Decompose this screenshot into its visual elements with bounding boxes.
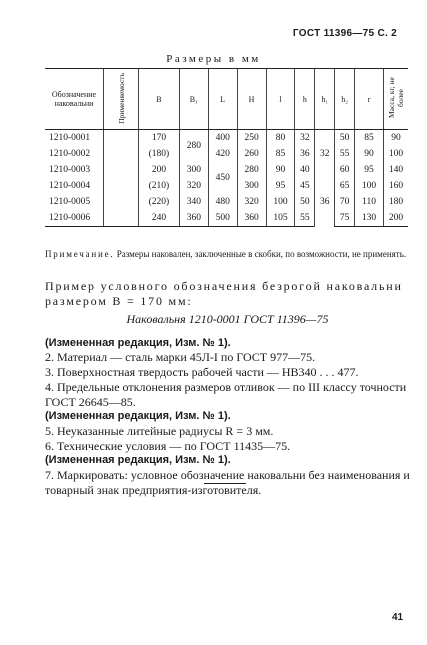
col-header xyxy=(335,69,355,130)
table-cell: 1210-0006 xyxy=(45,210,104,227)
requirement-item: 7. Маркировать: условное обозначение наковальни без наименования и товарный знак предприятия-изготовителя. xyxy=(45,468,410,497)
table-cell: (210) xyxy=(139,178,180,194)
col-header xyxy=(45,69,104,130)
table-cell: 36 xyxy=(315,178,335,227)
table-cell: 480 xyxy=(208,194,237,210)
table-cell: 420 xyxy=(208,146,237,162)
table-cell: (180) xyxy=(139,146,180,162)
table-cell: 36 xyxy=(295,146,315,162)
table-cell: 130 xyxy=(355,210,384,227)
table-cell: 40 xyxy=(295,162,315,178)
table-cell: 90 xyxy=(384,130,409,147)
note-label: Примечание. xyxy=(45,249,115,259)
col-header-label: Масса, кг, не более xyxy=(387,77,405,119)
table-note xyxy=(45,248,410,260)
col-header-label: h xyxy=(302,94,307,104)
table-cell: 260 xyxy=(237,146,266,162)
col-header-label: B₁ xyxy=(189,94,198,104)
dimensions-table xyxy=(45,68,408,227)
table-cell: 140 xyxy=(384,162,409,178)
note-text: Размеры наковален, заключенные в скобки, по возможности, не применять. xyxy=(116,249,407,259)
amendment-note: (Измененная редакция, Изм. № 1). xyxy=(45,337,231,349)
col-header xyxy=(179,69,208,130)
table-cell: 300 xyxy=(179,162,208,178)
table-cell: 90 xyxy=(355,146,384,162)
col-header xyxy=(237,69,266,130)
separator-line xyxy=(204,483,246,484)
requirement-item: 2. Материал — сталь марки 45Л-I по ГОСТ 977—75. xyxy=(45,350,316,364)
col-header xyxy=(266,69,295,130)
table-cell: 200 xyxy=(139,162,180,178)
page-number: 41 xyxy=(392,612,404,623)
table-cell: 105 xyxy=(266,210,295,227)
table-cell: 180 xyxy=(384,194,409,210)
table-cell xyxy=(104,178,139,194)
table-cell: 240 xyxy=(139,210,180,227)
table-cell xyxy=(104,194,139,210)
table-cell: 85 xyxy=(355,130,384,147)
table-cell: 400 xyxy=(208,130,237,147)
table-cell: 100 xyxy=(355,178,384,194)
table-cell xyxy=(104,210,139,227)
table-cell: 110 xyxy=(355,194,384,210)
table-cell: 320 xyxy=(179,178,208,194)
table-cell: 50 xyxy=(335,130,355,147)
table-row xyxy=(45,146,408,162)
table-cell: 45 xyxy=(295,178,315,194)
table-cell: 55 xyxy=(335,146,355,162)
table-cell: 160 xyxy=(384,178,409,194)
table-cell: 340 xyxy=(179,194,208,210)
table-cell: 280 xyxy=(179,130,208,163)
table-cell: 32 xyxy=(295,130,315,147)
table-cell: 360 xyxy=(237,210,266,227)
table-cell: 300 xyxy=(237,178,266,194)
col-header-label: L xyxy=(220,94,226,104)
table-row xyxy=(45,162,408,178)
table-cell: 1210-0005 xyxy=(49,197,91,207)
amendment-note: (Измененная редакция, Изм. № 1). xyxy=(45,454,231,466)
table-cell: 32 xyxy=(315,130,335,179)
table-cell: (220) xyxy=(139,194,180,210)
table-row xyxy=(45,210,408,227)
table-cell: 280 xyxy=(237,162,266,178)
table-cell: 80 xyxy=(266,130,295,147)
table-cell: 1210-0002 xyxy=(49,149,91,159)
requirement-item: 5. Неуказанные литейные радиусы R = 3 мм. xyxy=(45,424,274,438)
table-cell: 95 xyxy=(355,162,384,178)
table-cell: 55 xyxy=(295,210,315,227)
col-header xyxy=(139,69,180,130)
table-cell: 65 xyxy=(335,178,355,194)
col-header xyxy=(208,69,237,130)
table-cell: 1210-0001 xyxy=(49,133,91,143)
example-designation: Наковальня 1210-0001 ГОСТ 11396—75 xyxy=(126,312,329,326)
table-cell: 95 xyxy=(266,178,295,194)
col-header-label: r xyxy=(367,94,371,104)
table-header-row xyxy=(45,69,408,130)
col-header xyxy=(295,69,315,130)
table-cell: 1210-0004 xyxy=(49,181,91,191)
col-header-label: h₂ xyxy=(341,94,348,104)
table-cell: 500 xyxy=(208,210,237,227)
table-cell: 70 xyxy=(335,194,355,210)
table-cell: 100 xyxy=(384,146,409,162)
table-body xyxy=(45,130,408,227)
col-header-label: Обозначение наковальни xyxy=(51,90,97,108)
table-cell xyxy=(104,130,139,147)
standard-header: ГОСТ 11396—75 С. 2 xyxy=(292,28,397,39)
requirement-item: 6. Технические условия — по ГОСТ 11435—75. xyxy=(45,439,291,453)
col-header-label: Применяемость xyxy=(116,72,126,124)
table-cell xyxy=(104,146,139,162)
table-cell: 60 xyxy=(335,162,355,178)
col-header xyxy=(355,69,384,130)
col-header xyxy=(104,69,139,130)
table-cell: 50 xyxy=(295,194,315,210)
table-cell: 250 xyxy=(237,130,266,147)
table-cell: 75 xyxy=(335,210,355,227)
table-title: Размеры в мм xyxy=(166,53,261,65)
table-cell: 360 xyxy=(179,210,208,227)
requirement-item: 3. Поверхностная твердость рабочей части — HB340 . . . 477. xyxy=(45,365,359,379)
col-header-label: B xyxy=(156,94,162,104)
col-header xyxy=(384,69,409,130)
table-cell: 90 xyxy=(266,162,295,178)
table-row xyxy=(45,130,408,147)
col-header-label: h₁ xyxy=(321,94,329,104)
example-intro: Пример условного обозначения безрогой наковальни размером B = 170 мм: xyxy=(45,279,403,308)
table-cell: 100 xyxy=(266,194,295,210)
table-cell: 200 xyxy=(384,210,409,227)
table-cell: 320 xyxy=(237,194,266,210)
col-header-label: H xyxy=(248,94,255,104)
table-cell: 1210-0003 xyxy=(49,165,91,175)
table-cell xyxy=(104,162,139,178)
table-cell: 170 xyxy=(139,130,180,147)
table-cell: 85 xyxy=(266,146,295,162)
table-row xyxy=(45,194,408,210)
table-cell: 450 xyxy=(208,162,237,194)
amendment-note: (Измененная редакция, Изм. № 1). xyxy=(45,410,231,422)
requirement-item: 4. Предельные отклонения размеров отливок — по III классу точности ГОСТ 26645—85. xyxy=(45,380,407,409)
col-header xyxy=(315,69,335,130)
col-header-label: l xyxy=(279,94,282,104)
